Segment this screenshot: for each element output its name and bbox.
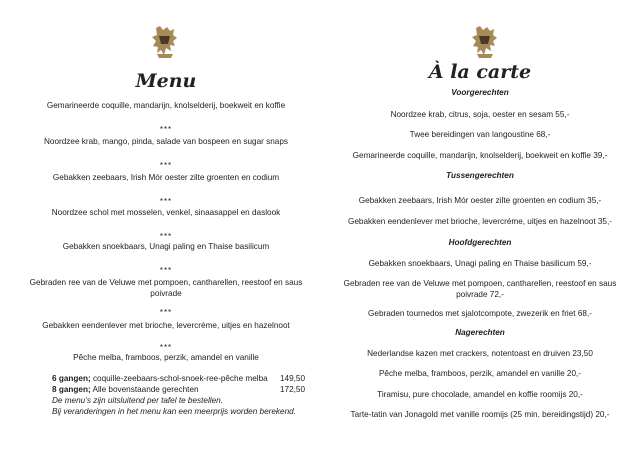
separator: *** [159, 343, 173, 352]
lion-crest-icon [150, 24, 180, 60]
note: De menu’s zijn uitsluitend per tafel te bestellen. [52, 396, 223, 405]
a-la-carte-title: À la carte [428, 61, 532, 83]
dish: Gebraden ree van de Veluwe met pompoen, cantharellen, reestoof en saus [343, 279, 617, 288]
dish: Gemarineerde coquille, mandarijn, knolselderij, boekweit en koffie 39,- [352, 151, 608, 160]
menu-title: Menu [135, 70, 197, 92]
dish-cont: poivrade 72,- [456, 290, 504, 299]
course-1: Gemarineerde coquille, mandarijn, knolselderij, boekweit en koffie [46, 101, 286, 110]
separator: *** [159, 308, 173, 317]
price-row-8 [52, 385, 199, 394]
separator: *** [159, 266, 173, 275]
course-6: Gebraden ree van de Veluwe met pompoen, cantharellen, reestoof en saus [29, 278, 303, 287]
dish: Twee bereidingen van langoustine 68,- [409, 130, 551, 139]
course-7: Gebakken eendenlever met brioche, levercréme, uitjes en hazelnoot [42, 321, 290, 330]
dish: Tarte-tatin van Jonagold met vanille roomijs (25 min. bereidingstijd) 20,- [350, 410, 610, 419]
section-heading: Tussengerechten [446, 171, 514, 180]
course-3: Gebakken zeebaars, Irish Mór oester zilte groenten en codium [52, 173, 280, 182]
lion-crest-icon [470, 24, 500, 60]
a-la-carte-page [320, 0, 640, 452]
course-2: Noordzee krab, mango, pinda, salade van bospeen en sugar snaps [44, 137, 288, 146]
price-desc: Alle bovenstaande gerechten [90, 385, 199, 394]
price-value: 149,50 [280, 374, 306, 383]
section-heading: Nagerechten [455, 328, 505, 337]
separator: *** [159, 161, 173, 170]
price-label: 8 gangen; [52, 385, 91, 394]
dish: Tiramisu, pure chocolade, amandel en koffie roomijs 20,- [377, 390, 583, 399]
dish: Nederlandse kazen met crackers, notentoast en druiven 23,50 [367, 349, 593, 358]
dish: Gebakken snoekbaars, Unagi paling en Thaise basilicum 59,- [368, 259, 592, 268]
price-row-6 [52, 374, 268, 383]
course-8: Pêche melba, framboos, perzik, amandel en vanille [73, 353, 259, 362]
separator: *** [159, 125, 173, 134]
separator: *** [159, 197, 173, 206]
separator: *** [159, 232, 173, 241]
section-heading: Hoofdgerechten [448, 238, 512, 247]
dish: Gebakken eendenlever met brioche, levercréme, uitjes en hazelnoot 35,- [348, 217, 612, 226]
section-heading: Voorgerechten [451, 88, 509, 97]
dish: Pêche melba, framboos, perzik, amandel en vanille 20,- [378, 369, 582, 378]
price-label: 6 gangen; [52, 374, 91, 383]
course-5: Gebakken snoekbaars, Unagi paling en Thaise basilicum [62, 242, 270, 251]
course-4: Noordzee schol met mosselen, venkel, sinaasappel en daslook [51, 208, 281, 217]
dish: Noordzee krab, citrus, soja, oester en sesam 55,- [390, 110, 570, 119]
dish: Gebraden tournedos met sjalotcompote, zwezerik en friet 68,- [368, 309, 592, 318]
dish: Gebakken zeebaars, Irish Mór oester zilte groenten en codium 35,- [358, 196, 602, 205]
price-desc: coquille-zeebaars-schol-snoek-ree-pêche melba [90, 374, 268, 383]
note: Bij veranderingen in het menu kan een meerprijs worden berekend. [52, 407, 296, 416]
price-value: 172,50 [280, 385, 306, 394]
course-6-cont: poivrade [150, 289, 182, 298]
